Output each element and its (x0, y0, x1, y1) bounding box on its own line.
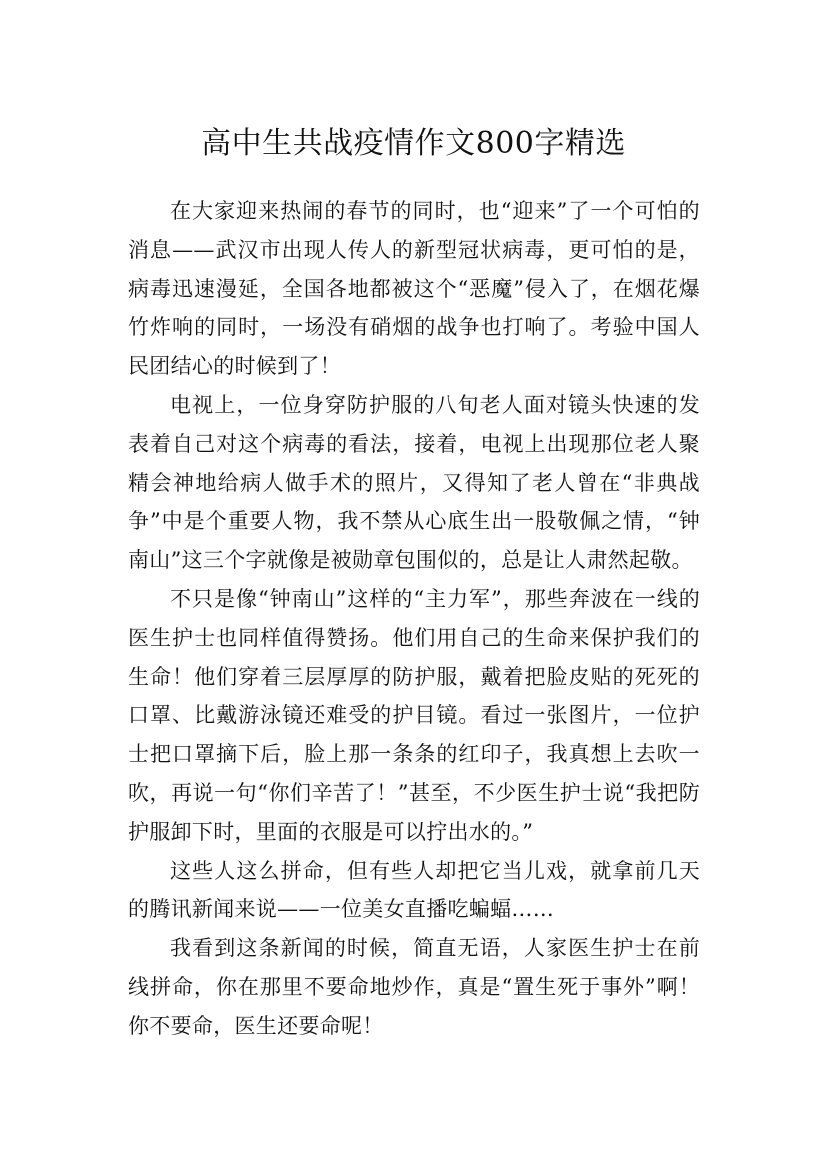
paragraph: 在大家迎来热闹的春节的同时，也“迎来”了一个可怕的消息——武汉市出现人传人的新型冠状病毒，更可怕的是，病毒迅速漫延，全国各地都被这个“恶魔”侵入了，在烟花爆竹炸响的同时，一场没有硝烟的战争也打响了。考验中国人民团结心的时候到了！ (128, 199, 700, 379)
document-body (128, 192, 700, 1046)
paragraph: 电视上，一位身穿防护服的八旬老人面对镜头快速的发表着自己对这个病毒的看法，接着，电视上出现那位老人聚精会神地给病人做手术的照片，又得知了老人曾在“非典战争”中是个重要人物，我不禁从心底生出一股敬佩之情，“钟南山”这三个字就像是被勋章包围似的，总是让人肃然起敬。 (128, 392, 700, 573)
paragraph: 这些人这么拼命，但有些人却把它当儿戏，就拿前几天的腾讯新闻来说——一位美女直播吃蝙蝠…… (128, 858, 700, 922)
paragraph: 我看到这条新闻的时候，简直无语，人家医生护士在前线拼命，你在那里不要命地炒作，真是“置生死于事外”啊！你不要命，医生还要命呢！ (128, 936, 700, 1038)
paragraph: 不只是像“钟南山”这样的“主力军”，那些奔波在一线的医生护士也同样值得赞扬。他们用自己的生命来保护我们的生命！他们穿着三层厚厚的防护服，戴着把脸皮贴的死死的口罩、比戴游泳镜还难受的护目镜。看过一张图片，一位护士把口罩摘下后，脸上那一条条的红印子，我真想上去吹一吹，再说一句“你们辛苦了！”甚至，不少医生护士说“我把防护服卸下时，里面的衣服是可以拧出水的。” (128, 586, 700, 844)
document-title: 高中生共战疫情作文800字精选 (201, 126, 626, 162)
